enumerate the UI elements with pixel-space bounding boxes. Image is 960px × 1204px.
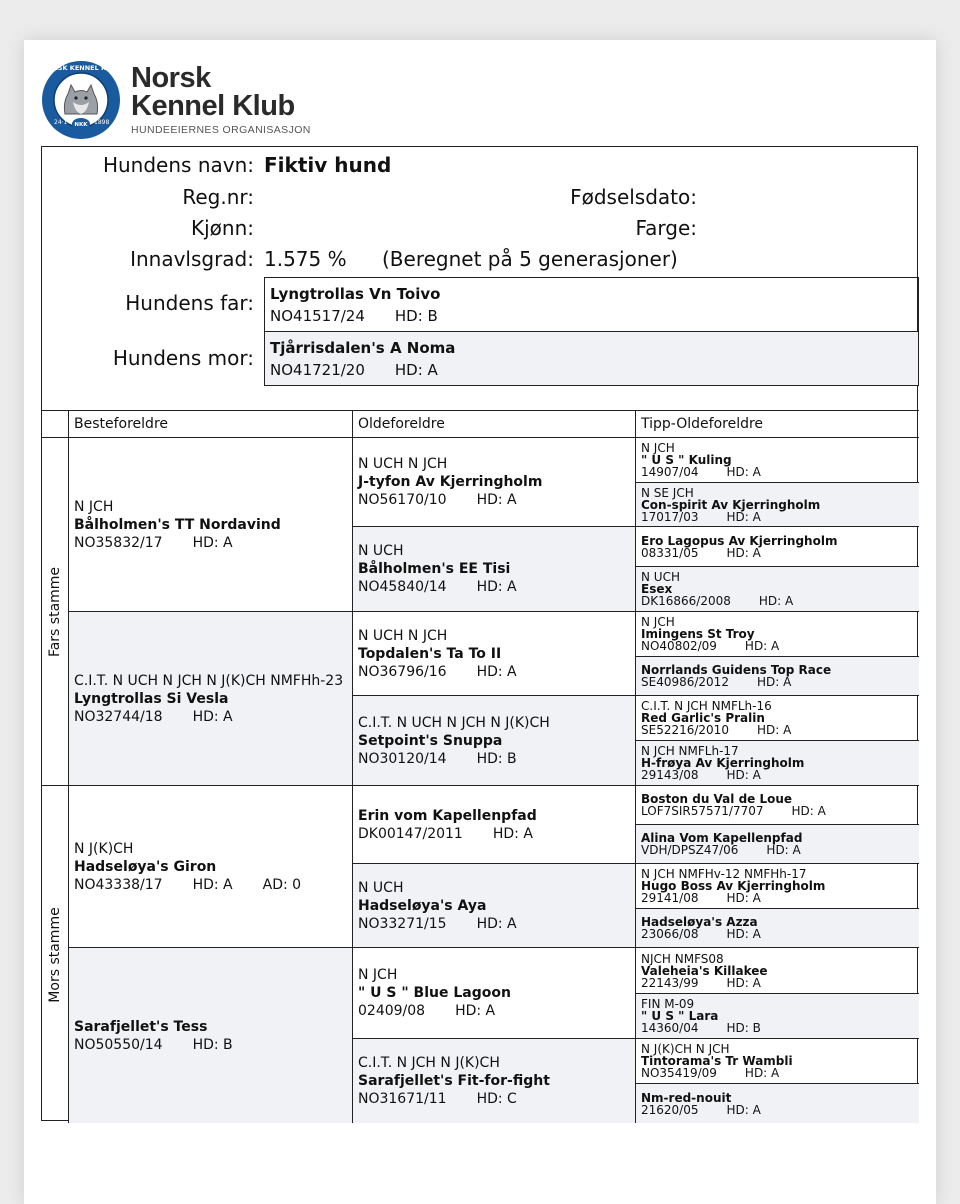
ancestor-titles: C.I.T. N JCH NMFLh-16 — [641, 699, 772, 713]
ancestor-titles: N UCH N JCH — [358, 456, 448, 472]
ancestor-hd: HD: B — [192, 1036, 233, 1053]
inbreeding-label: Innavlsgrad: — [130, 247, 254, 271]
g3-ancestor-cell — [353, 786, 636, 864]
ancestor-hd: HD: A — [492, 825, 533, 842]
ancestor-reg: 02409/08 — [358, 1003, 426, 1019]
g4-ancestor-cell — [636, 567, 919, 612]
ancestor-name: Nm-red-nouit — [641, 1090, 732, 1105]
logo-name-line1: Norsk — [131, 62, 211, 94]
ancestor-name: Setpoint's Snuppa — [358, 732, 503, 749]
pedigree-frame — [41, 146, 918, 1121]
svg-text:NKK: NKK — [74, 122, 88, 128]
ancestor-titles: N JCH — [358, 967, 398, 983]
ancestor-name: Hadseløya's Aya — [358, 897, 487, 914]
ancestor-titles: N JCH — [641, 615, 675, 629]
g4-ancestor-cell — [636, 909, 919, 948]
ancestor-name: Lyngtrollas Si Vesla — [74, 690, 229, 707]
g4-ancestor-cell — [636, 483, 919, 527]
ancestor-reg: 29141/08 — [641, 891, 699, 905]
ancestor-hd: HD: A — [726, 509, 761, 524]
ancestor-hd: HD: A — [192, 534, 233, 551]
ancestor-hd: HD: A — [476, 579, 517, 595]
logo-subtitle: HUNDEEIERNES ORGANISASJON — [131, 124, 311, 136]
logo-name-line2: Kennel Klub — [131, 90, 295, 122]
column-header-great-grandparents: Oldeforeldre — [353, 411, 636, 438]
birth-label: Fødselsdato: — [570, 185, 697, 209]
ancestor-name: Norrlands Guidens Top Race — [641, 663, 832, 677]
ancestor-reg: 23066/08 — [641, 927, 699, 941]
ancestor-reg: NO56170/10 — [358, 492, 447, 508]
ancestor-hd: HD: A — [756, 723, 792, 737]
ancestor-name: Esex — [641, 582, 673, 596]
ancestor-name: Tintorama's Tr Wambli — [641, 1054, 793, 1068]
ancestor-hd: HD: A — [455, 1003, 496, 1019]
ancestor-reg: 08331/05 — [641, 545, 699, 560]
sex-label: Kjønn: — [191, 216, 254, 240]
ancestor-name: Topdalen's Ta To II — [358, 645, 502, 662]
ancestor-name: Hadseløya's Giron — [74, 858, 217, 875]
ancestor-hd: HD: A — [726, 768, 761, 782]
ancestor-name: Boston du Val de Loue — [641, 792, 793, 806]
ancestor-titles: FIN M-09 — [641, 997, 695, 1011]
ancestor-name: Con-spirit Av Kjerringholm — [641, 497, 821, 512]
ancestor-name: Sarafjellet's Tess — [74, 1018, 208, 1035]
ancestor-reg: 14360/04 — [641, 1021, 699, 1035]
g2-ancestor-cell — [69, 612, 353, 786]
ancestor-hd: HD: A — [726, 975, 761, 990]
g3-ancestor-cell — [353, 438, 636, 527]
ancestor-titles: N JCH NMFHv-12 NMFHh-17 — [641, 867, 807, 881]
ancestor-titles: N SE JCH — [641, 485, 694, 500]
ancestor-titles: C.I.T. N JCH N J(K)CH — [358, 1055, 500, 1071]
ancestor-name: " U S " Kuling — [641, 453, 732, 467]
g4-ancestor-cell — [636, 1084, 919, 1123]
g3-ancestor-cell — [353, 1039, 636, 1123]
ancestor-hd: HD: A — [726, 891, 761, 905]
mother-hd: HD: A — [394, 361, 438, 379]
ancestor-reg: DK16866/2008 — [641, 594, 731, 608]
inbreeding-value: 1.575 % — [264, 247, 347, 271]
ancestor-hd: HD: A — [726, 927, 761, 941]
ancestor-ad: AD: 0 — [262, 876, 302, 893]
ancestor-reg: 22143/99 — [641, 975, 699, 990]
ancestor-reg: 21620/05 — [641, 1102, 699, 1117]
ancestor-reg: 17017/03 — [641, 509, 699, 524]
ancestor-hd: HD: B — [476, 750, 517, 767]
ancestor-name: Erin vom Kapellenpfad — [358, 807, 537, 824]
side-label-father — [42, 438, 69, 786]
ancestor-hd: HD: A — [791, 804, 826, 818]
ancestor-titles: N J(K)CH N JCH — [641, 1042, 730, 1056]
ancestor-hd: HD: B — [726, 1021, 761, 1035]
ancestor-titles: N JCH — [74, 498, 114, 515]
father-name: Lyngtrollas Vn Toivo — [270, 285, 441, 303]
g4-ancestor-cell — [636, 527, 919, 567]
g4-ancestor-cell — [636, 741, 919, 786]
side-label-mother — [42, 786, 69, 1123]
ancestor-name: Red Garlic's Pralin — [641, 711, 765, 725]
ancestor-titles: C.I.T. N UCH N JCH N J(K)CH — [358, 714, 550, 731]
ancestor-reg: NO33271/15 — [358, 915, 447, 932]
svg-text:24·1: 24·1 — [54, 119, 68, 126]
ancestor-titles: N JCH — [641, 441, 675, 455]
ancestor-titles: C.I.T. N UCH N JCH N J(K)CH NMFHh-23 — [74, 672, 344, 689]
g2-ancestor-cell — [69, 438, 353, 612]
ancestor-titles: N J(K)CH — [74, 840, 134, 857]
ancestor-reg: SE40986/2012 — [641, 675, 729, 689]
ancestor-name: Bålholmen's EE Tisi — [358, 561, 511, 577]
ancestor-name: Imingens St Troy — [641, 627, 755, 641]
color-label: Farge: — [635, 216, 697, 240]
ancestor-reg: NO36796/16 — [358, 663, 447, 680]
ancestor-hd: HD: A — [476, 915, 517, 932]
ancestor-reg: DK00147/2011 — [358, 825, 463, 842]
ancestor-name: Hadseløya's Azza — [641, 915, 758, 929]
column-header-grandparents: Besteforeldre — [69, 411, 353, 438]
g4-ancestor-cell — [636, 696, 919, 741]
g4-ancestor-cell — [636, 786, 919, 825]
ancestor-titles: N UCH — [358, 879, 404, 896]
ancestor-reg: NO35419/09 — [641, 1066, 717, 1080]
mother-label: Hundens mor: — [112, 346, 254, 370]
ancestor-reg: 14907/04 — [641, 465, 699, 479]
g2-ancestor-cell — [69, 948, 353, 1123]
ancestor-reg: SE52216/2010 — [641, 723, 729, 737]
g4-ancestor-cell — [636, 864, 919, 909]
ancestor-hd: HD: A — [766, 843, 801, 857]
svg-text:NORSK KENNEL KLUB: NORSK KENNEL KLUB — [41, 64, 121, 72]
ancestor-reg: 29143/08 — [641, 768, 699, 782]
ancestor-hd: HD: A — [756, 675, 792, 689]
ancestor-titles: N UCH — [358, 543, 404, 559]
ancestor-hd: HD: A — [758, 594, 794, 608]
g4-ancestor-cell — [636, 657, 919, 696]
g4-ancestor-cell — [636, 1039, 919, 1084]
g3-ancestor-cell — [353, 527, 636, 612]
ancestor-reg: NO35832/17 — [74, 534, 163, 551]
ancestor-reg: VDH/DPSZ47/06 — [641, 843, 739, 857]
side-label-mother-text: Mors stamme — [47, 906, 63, 1003]
ancestor-reg: NO40802/09 — [641, 639, 717, 653]
ancestor-titles: N JCH NMFLh-17 — [641, 744, 739, 758]
ancestor-name: Hugo Boss Av Kjerringholm — [641, 879, 826, 893]
ancestor-hd: HD: A — [726, 465, 761, 479]
ancestor-hd: HD: A — [192, 708, 233, 725]
svg-text:1898: 1898 — [94, 119, 110, 126]
ancestor-hd: HD: A — [726, 1102, 761, 1117]
ancestor-hd: HD: C — [476, 1091, 517, 1107]
ancestor-hd: HD: A — [476, 663, 517, 680]
nkk-seal-icon — [41, 58, 121, 142]
ancestor-reg: NO45840/14 — [358, 579, 447, 595]
ancestor-name: Valeheia's Killakee — [641, 963, 768, 978]
nkk-logo — [41, 58, 311, 142]
ancestor-hd: HD: A — [744, 1066, 780, 1080]
pedigree-table — [42, 410, 919, 1123]
father-label: Hundens far: — [125, 291, 254, 315]
ancestor-name: Alina Vom Kapellenpfad — [641, 831, 803, 845]
dog-name-value: Fiktiv hund — [264, 153, 392, 177]
ancestor-reg: NO43338/17 — [74, 876, 163, 893]
father-reg: NO41517/24 — [270, 307, 365, 325]
g4-ancestor-cell — [636, 438, 919, 483]
ancestor-name: " U S " Blue Lagoon — [358, 985, 511, 1001]
father-hd: HD: B — [394, 307, 438, 325]
ancestor-name: Bålholmen's TT Nordavind — [74, 516, 281, 533]
ancestor-reg: NO50550/14 — [74, 1036, 163, 1053]
dog-name-label: Hundens navn: — [102, 153, 254, 177]
g3-ancestor-cell — [353, 864, 636, 948]
ancestor-reg: NO32744/18 — [74, 708, 163, 725]
ancestor-name: " U S " Lara — [641, 1009, 719, 1023]
column-header-great-great-grandparents: Tipp-Oldeforeldre — [636, 411, 919, 438]
mother-name: Tjårrisdalen's A Noma — [270, 339, 456, 357]
g3-ancestor-cell — [353, 948, 636, 1039]
ancestor-name: Sarafjellet's Fit-for-fight — [358, 1073, 550, 1089]
ancestor-titles: N UCH N JCH — [358, 627, 448, 644]
g3-ancestor-cell — [353, 696, 636, 786]
ancestor-hd: HD: A — [192, 876, 233, 893]
ancestor-titles: NJCH NMFS08 — [641, 951, 724, 966]
column-header-blank — [42, 411, 69, 438]
pedigree-page — [24, 40, 936, 1204]
ancestor-name: J-tyfon Av Kjerringholm — [358, 474, 543, 490]
father-box — [264, 277, 919, 332]
ancestor-reg: LOF7SIR57571/7707 — [641, 804, 764, 818]
g4-ancestor-cell — [636, 825, 919, 864]
reg-label: Reg.nr: — [182, 185, 254, 209]
side-label-father-text: Fars stamme — [47, 566, 63, 657]
mother-reg: NO41721/20 — [270, 361, 365, 379]
ancestor-hd: HD: A — [726, 545, 761, 560]
g4-ancestor-cell — [636, 994, 919, 1039]
inbreeding-note: (Beregnet på 5 generasjoner) — [382, 247, 678, 271]
ancestor-reg: NO31671/11 — [358, 1091, 447, 1107]
ancestor-name: Ero Lagopus Av Kjerringholm — [641, 533, 838, 548]
ancestor-hd: HD: A — [744, 639, 780, 653]
ancestor-reg: NO30120/14 — [358, 750, 447, 767]
mother-box — [264, 331, 919, 386]
g3-ancestor-cell — [353, 612, 636, 696]
ancestor-hd: HD: A — [476, 492, 517, 508]
g4-ancestor-cell — [636, 948, 919, 994]
g4-ancestor-cell — [636, 612, 919, 657]
ancestor-titles: N UCH — [641, 570, 680, 584]
g2-ancestor-cell — [69, 786, 353, 948]
ancestor-name: H-frøya Av Kjerringholm — [641, 756, 805, 770]
